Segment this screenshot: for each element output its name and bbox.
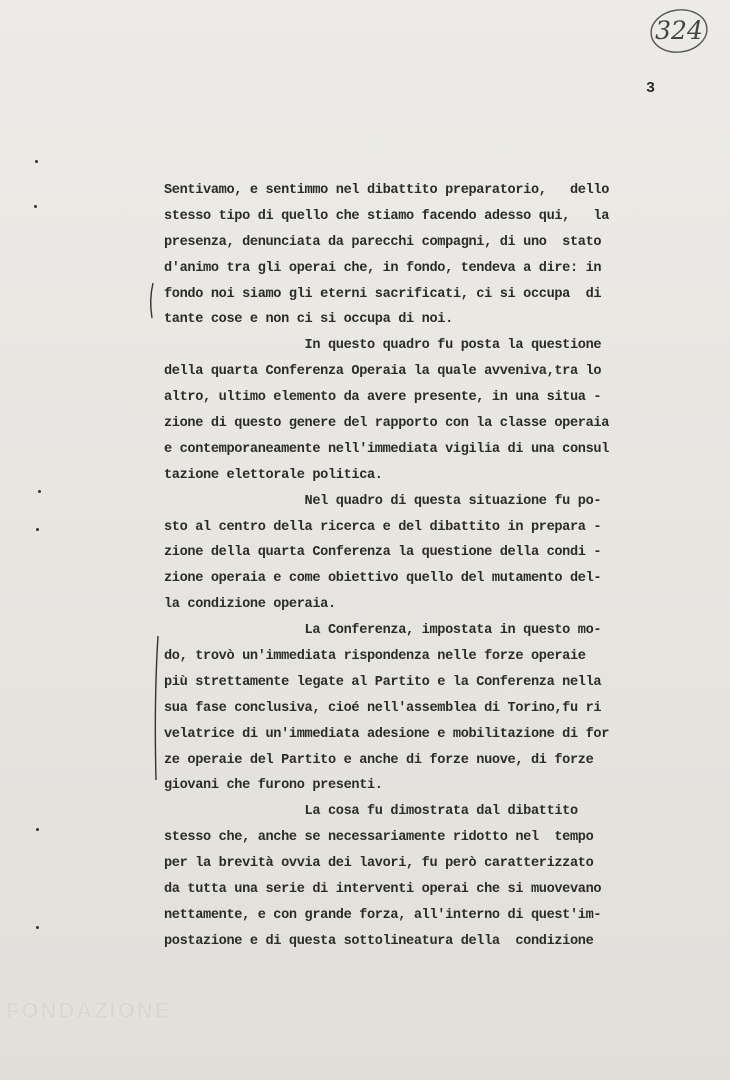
text-line: velatrice di un'immediata adesione e mobilitazione di for (164, 726, 610, 742)
text-line: tante cose e non ci si occupa di noi. (164, 312, 453, 328)
body-text (164, 178, 664, 955)
text-line: ze operaie del Partito e anche di forze nuove, di forze (164, 752, 594, 768)
text-line: postazione e di questa sottolineatura della condizione (164, 933, 594, 949)
text-line: zione operaia e come obiettivo quello del mutamento del- (164, 571, 602, 587)
text-line: zione di questo genere del rapporto con la classe operaia (164, 416, 610, 432)
text-line: e contemporaneamente nell'immediata vigilia di una consul (164, 441, 610, 457)
text-line: La Conferenza, impostata in questo mo- (164, 623, 602, 639)
text-line: La cosa fu dimostrata dal dibattito (164, 804, 578, 820)
margin-dot (38, 490, 41, 493)
text-line: tazione elettorale politica. (164, 467, 383, 483)
text-line: più strettamente legate al Partito e la Conferenza nella (164, 674, 602, 690)
text-line: per la brevità ovvia dei lavori, fu però caratterizzato (164, 856, 594, 872)
margin-dot (35, 160, 38, 163)
margin-dot (36, 828, 39, 831)
text-line: stesso che, anche se necessariamente ridotto nel tempo (164, 830, 594, 846)
text-line: fondo noi siamo gli eterni sacrificati, ci si occupa di (164, 286, 602, 302)
text-line: la condizione operaia. (164, 597, 336, 613)
text-line: stesso tipo di quello che stiamo facendo adesso qui, la (164, 208, 610, 224)
archive-watermark: FONDAZIONE (6, 998, 172, 1023)
text-line: altro, ultimo elemento da avere presente, in una situa - (164, 390, 602, 406)
margin-dot (34, 205, 37, 208)
text-line: do, trovò un'immediata rispondenza nelle forze operaie (164, 649, 586, 665)
page-number: 3 (646, 80, 656, 97)
text-line: zione della quarta Conferenza la questione della condi - (164, 545, 602, 561)
text-line: In questo quadro fu posta la questione (164, 338, 602, 354)
margin-dot (36, 926, 39, 929)
text-line: giovani che furono presenti. (164, 778, 383, 794)
archive-number: 324 (655, 16, 703, 45)
text-line: Sentivamo, e sentimmo nel dibattito preparatorio, dello (164, 183, 610, 198)
text-line: nettamente, e con grande forza, all'interno di quest'im- (164, 907, 602, 923)
text-line: sto al centro della ricerca e del dibattito in prepara - (164, 519, 602, 535)
text-line: da tutta una serie di interventi operai che si muovevano (164, 882, 602, 898)
text-line: sua fase conclusiva, cioé nell'assemblea di Torino,fu ri (164, 700, 602, 716)
text-line: della quarta Conferenza Operaia la quale avveniva,tra lo (164, 364, 602, 380)
margin-bracket-1 (151, 283, 153, 318)
text-line: d'animo tra gli operai che, in fondo, tendeva a dire: in (164, 260, 602, 276)
margin-bracket-2 (155, 636, 158, 780)
margin-dot (36, 528, 39, 531)
text-line: Nel quadro di questa situazione fu po- (164, 493, 602, 509)
text-line: presenza, denunciata da parecchi compagni, di uno stato (164, 234, 602, 250)
